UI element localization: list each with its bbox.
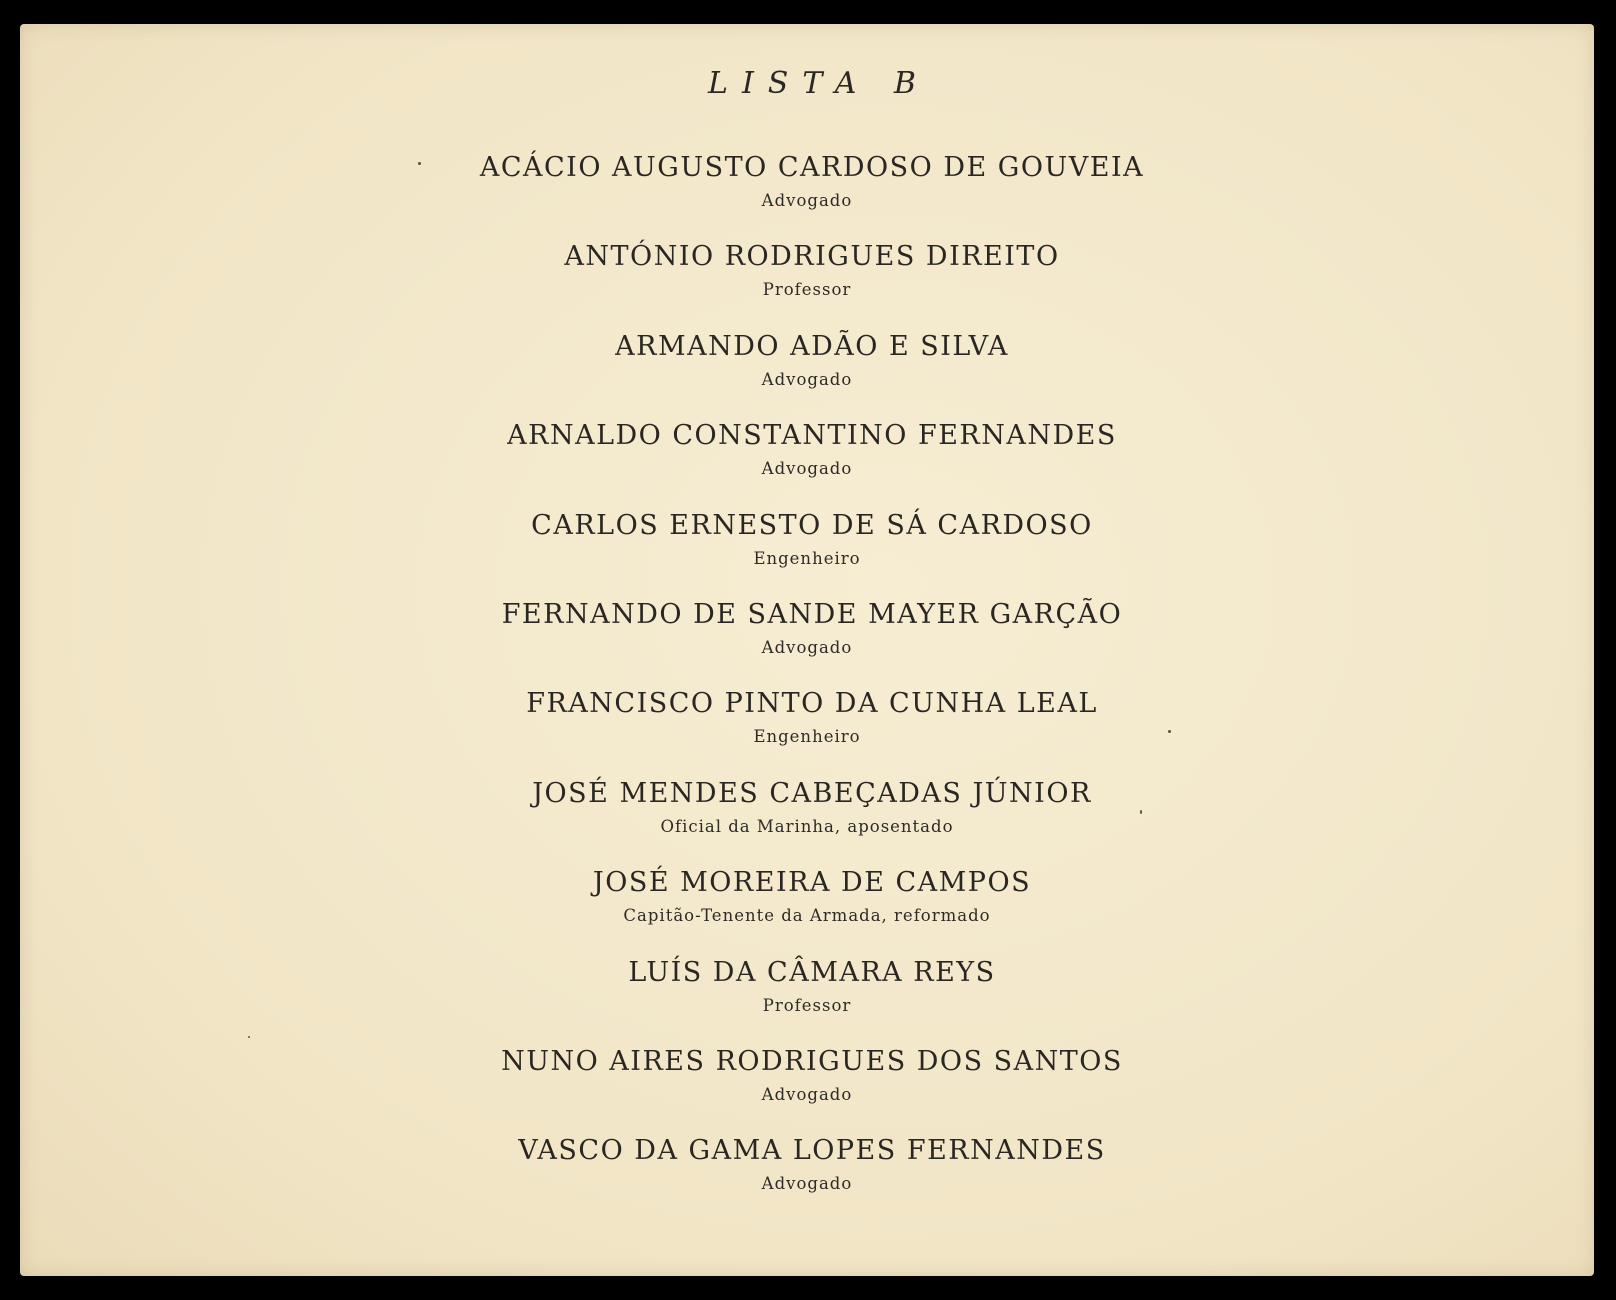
list-item: [20, 239, 1594, 328]
entry-name: JOSÉ MOREIRA DE CAMPOS: [592, 867, 1032, 899]
list-item: [20, 150, 1594, 239]
list-item: [20, 418, 1594, 507]
list-item: [20, 686, 1594, 775]
paper-speck: [418, 162, 421, 165]
entry-role: Advogado: [761, 1084, 853, 1104]
list-item: [20, 508, 1594, 597]
list-item: [20, 597, 1594, 686]
entry-role: Advogado: [761, 637, 853, 657]
entry-name: JOSÉ MENDES CABEÇADAS JÚNIOR: [532, 777, 1092, 809]
entry-role: Engenheiro: [753, 727, 861, 747]
entry-name: FRANCISCO PINTO DA CUNHA LEAL: [526, 688, 1098, 720]
paper-speck: [248, 1036, 250, 1038]
entry-role: Advogado: [761, 191, 853, 210]
list-item: [20, 1133, 1594, 1222]
entry-role: Professor: [762, 280, 852, 300]
entry-role: Advogado: [761, 1174, 853, 1194]
entry-role: Oficial da Marinha, aposentado: [660, 816, 954, 836]
document-sheet: [20, 24, 1594, 1276]
entry-name: VASCO DA GAMA LOPES FERNANDES: [518, 1135, 1106, 1167]
entry-name: FERNANDO DE SANDE MAYER GARÇÃO: [501, 598, 1123, 630]
entry-list: [20, 150, 1594, 1223]
paper-speck: [1140, 810, 1142, 814]
entry-name: NUNO AIRES RODRIGUES DOS SANTOS: [501, 1045, 1123, 1077]
entry-name: ACÁCIO AUGUSTO CARDOSO DE GOUVEIA: [479, 152, 1145, 183]
entry-role: Engenheiro: [753, 548, 861, 568]
page-title: LISTA B: [708, 66, 930, 101]
entry-name: CARLOS ERNESTO DE SÁ CARDOSO: [531, 509, 1093, 541]
entry-name: ARMANDO ADÃO E SILVA: [615, 330, 1009, 362]
list-item: [20, 1044, 1594, 1133]
entry-role: Advogado: [761, 459, 853, 479]
entry-role: Advogado: [761, 369, 853, 389]
list-item: [20, 955, 1594, 1044]
paper-speck: [1168, 730, 1171, 733]
entry-name: ARNALDO CONSTANTINO FERNANDES: [507, 420, 1117, 452]
entry-role: Capitão-Tenente da Armada, reformado: [623, 906, 991, 926]
list-item: [20, 329, 1594, 418]
entry-name: LUÍS DA CÂMARA REYS: [628, 956, 996, 988]
list-item: [20, 865, 1594, 954]
entry-role: Professor: [762, 995, 852, 1015]
entry-name: ANTÓNIO RODRIGUES DIREITO: [564, 241, 1060, 273]
list-item: [20, 776, 1594, 865]
